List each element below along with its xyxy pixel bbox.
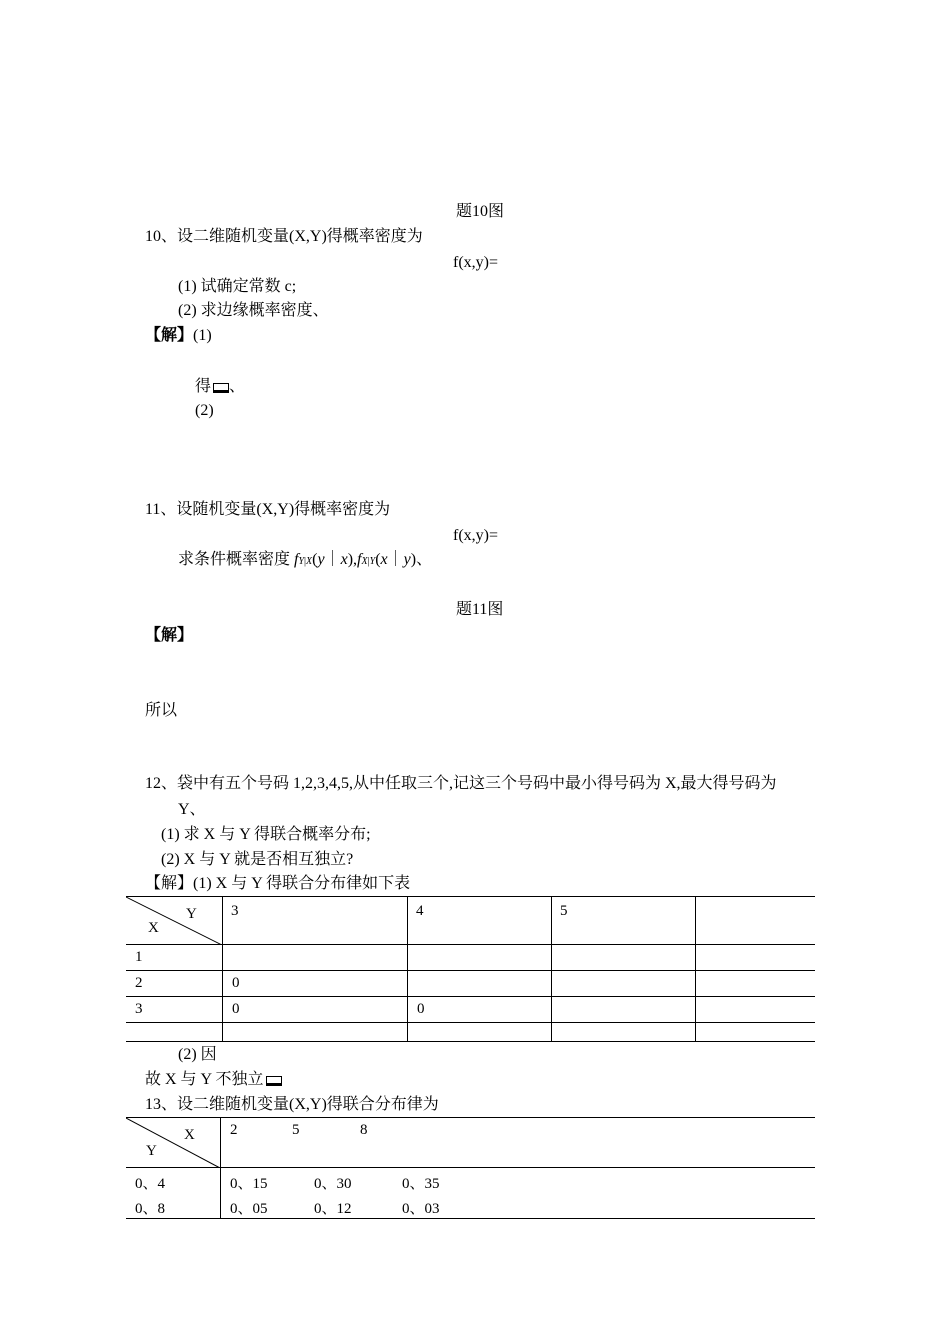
figure-caption-11: 题11图 [456, 601, 504, 618]
table-cell: 0、03 [402, 1200, 440, 1217]
question-11-density-function: f(x,y)= [453, 527, 499, 544]
table-cell [552, 997, 696, 1023]
table-row [126, 1023, 815, 1042]
joint-distribution-table-q13 [126, 1117, 815, 1219]
question-12-line-2: Y、 [178, 801, 206, 818]
question-11-ask-text: 求条件概率密度 [178, 551, 291, 568]
question-10-title-text: 10、设二维随机变量(X,Y)得概率密度为 [145, 228, 423, 245]
formula-placeholder-icon [213, 383, 229, 393]
figure-caption-10: 题10图 [456, 203, 505, 220]
diagonal-divider [126, 897, 222, 945]
question-10-part-1: (1) 试确定常数 c; [178, 278, 297, 295]
question-10-density-function: f(x,y)= [453, 254, 499, 271]
question-12-part-2-solution: (2) 因 [178, 1046, 217, 1063]
table-header-row [126, 1118, 815, 1168]
row-label: 2 [126, 971, 223, 997]
corner-label-bottom: X [148, 920, 159, 936]
question-11-ask [178, 550, 432, 572]
table-cell: 0 [408, 997, 552, 1023]
row-values [221, 1194, 816, 1219]
row-label: 1 [126, 945, 223, 971]
column-header: 8 [360, 1122, 368, 1138]
row-values [221, 1168, 816, 1194]
table-cell [696, 971, 816, 997]
corner-label-bottom: Y [146, 1143, 157, 1159]
question-11-solution-label: 【解】 [145, 627, 194, 644]
column-headers [221, 1118, 816, 1168]
question-10-result-line [195, 377, 245, 397]
question-12-solution: 【解】(1) X 与 Y 得联合分布律如下表 [145, 875, 411, 892]
table-row [126, 1194, 815, 1219]
question-12-part-1: (1) 求 X 与 Y 得联合概率分布; [161, 826, 371, 843]
table-cell [408, 971, 552, 997]
table-cell: 0 [223, 997, 408, 1023]
question-12-line-1: 12、袋中有五个号码 1,2,3,4,5,从中任取三个,记这三个号码中最小得号码为 X,最大得号码为 [145, 775, 777, 792]
column-header: 3 [223, 897, 408, 945]
result-tail: 、 [229, 378, 246, 395]
question-10-title [145, 227, 423, 247]
table-cell [408, 1023, 552, 1042]
table-cell: 0 [223, 971, 408, 997]
table-row [126, 997, 815, 1023]
table-header-row [126, 897, 815, 945]
table-cell: 0、35 [402, 1176, 440, 1192]
corner-cell [126, 897, 223, 945]
conclusion-text: 故 X 与 Y 不独立 [145, 1071, 264, 1088]
row-label: 0、8 [126, 1194, 221, 1219]
table-row [126, 1168, 815, 1194]
joint-distribution-table-q12 [126, 896, 815, 1042]
table-cell [223, 945, 408, 971]
column-header [696, 897, 816, 945]
table-cell: 0、30 [314, 1176, 352, 1192]
table-cell: 0、15 [230, 1176, 268, 1192]
table-cell [696, 1023, 816, 1042]
diagonal-divider [126, 1118, 220, 1168]
table-cell [696, 997, 816, 1023]
table-cell [408, 945, 552, 971]
row-label: 0、4 [126, 1168, 221, 1194]
question-11-suoyi: 所以 [145, 702, 178, 719]
column-header: 5 [292, 1122, 300, 1138]
table-cell [223, 1023, 408, 1042]
question-12-conclusion [145, 1070, 282, 1090]
column-header: 4 [408, 897, 552, 945]
solution-label: 【解】 [145, 327, 194, 344]
table-cell [552, 971, 696, 997]
table-cell [696, 945, 816, 971]
corner-label-top: Y [186, 906, 197, 922]
question-11-title: 11、设随机变量(X,Y)得概率密度为 [145, 501, 391, 518]
column-header: 5 [552, 897, 696, 945]
table-cell: 0、05 [230, 1200, 268, 1217]
question-13-title: 13、设二维随机变量(X,Y)得联合分布律为 [145, 1096, 439, 1113]
table-cell [552, 945, 696, 971]
table-row [126, 945, 815, 971]
solution-part-1: (1) [193, 327, 212, 344]
question-10-solution-label [145, 326, 212, 346]
result-text: 得 [195, 378, 212, 395]
formula-placeholder-icon [266, 1076, 282, 1086]
column-header: 2 [230, 1122, 238, 1138]
row-label [126, 1023, 223, 1042]
table-row [126, 971, 815, 997]
corner-cell [126, 1118, 221, 1168]
question-12-part-2: (2) X 与 Y 就是否相互独立? [161, 851, 354, 868]
question-10-part-2: (2) 求边缘概率密度、 [178, 302, 329, 319]
table-cell [552, 1023, 696, 1042]
row-label: 3 [126, 997, 223, 1023]
table-cell: 0、12 [314, 1200, 352, 1217]
conditional-density-formula: fY|X(y｜x),fX|Y(x｜y)、 [294, 551, 433, 568]
corner-label-top: X [184, 1127, 195, 1143]
question-10-solution-part-2: (2) [195, 402, 214, 419]
